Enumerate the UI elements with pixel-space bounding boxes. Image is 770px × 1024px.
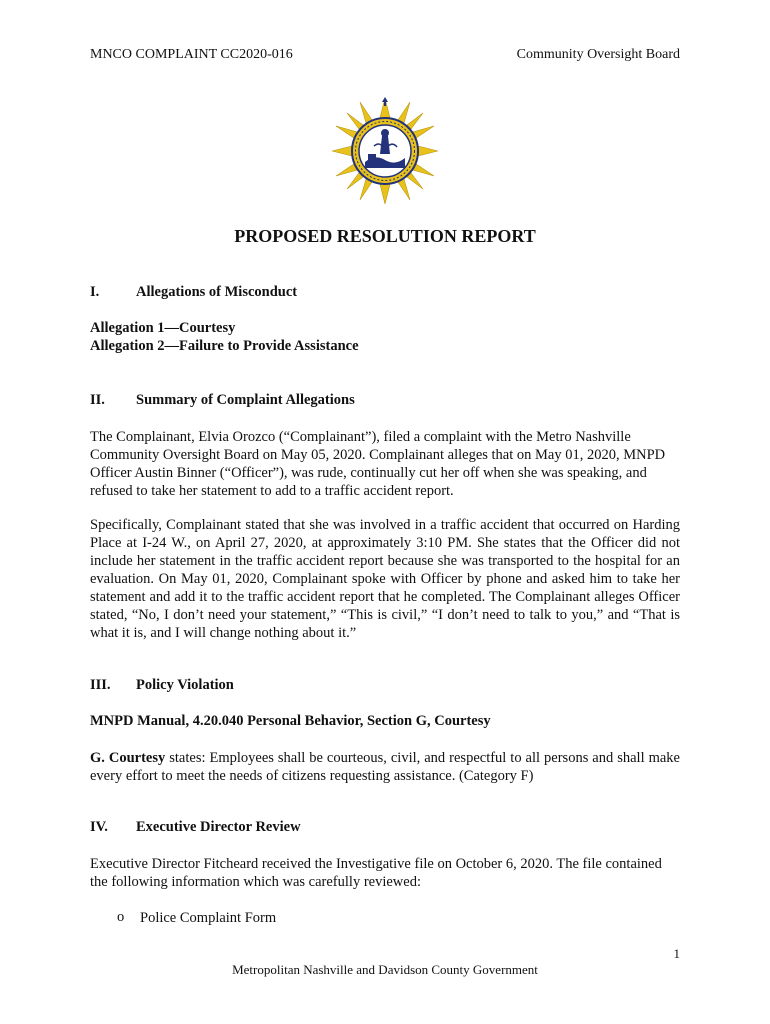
allegation-item: Allegation 1—Courtesy: [90, 320, 236, 336]
header-organization: Community Oversight Board: [516, 47, 680, 62]
section-title: Policy Violation: [136, 677, 234, 693]
review-paragraph: Executive Director Fitcheard received the Investigative file on October 6, 2020. The file contained the following information which was carefully reviewed:: [90, 856, 662, 890]
policy-heading: MNPD Manual, 4.20.040 Personal Behavior, Section G, Courtesy: [90, 713, 491, 729]
section-number: I.: [90, 284, 100, 300]
section-number: IV.: [90, 819, 108, 835]
policy-body: states: Employees shall be courteous, civil, and respectful to all persons and shall make every effort to meet the needs of citizens requesting assistance. (Category F): [90, 750, 680, 784]
metro-nashville-seal-icon: [330, 96, 440, 206]
allegation-item: Allegation 2—Failure to Provide Assistance: [90, 338, 359, 354]
review-bullet-item: Police Complaint Form: [140, 910, 277, 926]
section-title: Allegations of Misconduct: [136, 284, 298, 300]
header-case-number: MNCO COMPLAINT CC2020-016: [90, 47, 293, 62]
page-number: 1: [673, 946, 680, 961]
section-number: III.: [90, 677, 111, 693]
section-title: Summary of Complaint Allegations: [136, 392, 355, 408]
document-title: PROPOSED RESOLUTION REPORT: [234, 226, 536, 246]
section-title: Executive Director Review: [136, 819, 301, 835]
section-number: II.: [90, 392, 105, 408]
policy-lead: G. Courtesy: [90, 750, 166, 766]
bullet-marker: o: [117, 909, 125, 925]
summary-paragraph: The Complainant, Elvia Orozco (“Complainant”), filed a complaint with the Metro Nashville Community Oversight Board on May 05, 2020. Complainant alleges that on May 01, 2020, MNPD Officer Austin Binner (“Officer”), was rude, continually cut her off when she was speaking, and refused to take her statement to add to a traffic accident report.: [90, 429, 666, 499]
summary-paragraph: Specifically, Complainant stated that she was involved in a traffic accident that occurred on Harding Place at I-24 W., on April 27, 2020, at approximately 3:10 PM. She states that the Officer did not include her statement in the traffic accident report because she was transported to the hospital for an evaluation. On May 01, 2020, Complainant spoke with Officer by phone and asked him to take her statement and add it to the traffic accident report that he completed. The Complainant alleges Officer stated, “No, I don’t need your statement,” “This is civil,” “I don’t need to talk to you,” and “That is what it is, and I will change nothing about it.”: [90, 517, 680, 641]
page-footer: Metropolitan Nashville and Davidson County Government: [232, 962, 538, 977]
policy-text: [90, 749, 680, 785]
